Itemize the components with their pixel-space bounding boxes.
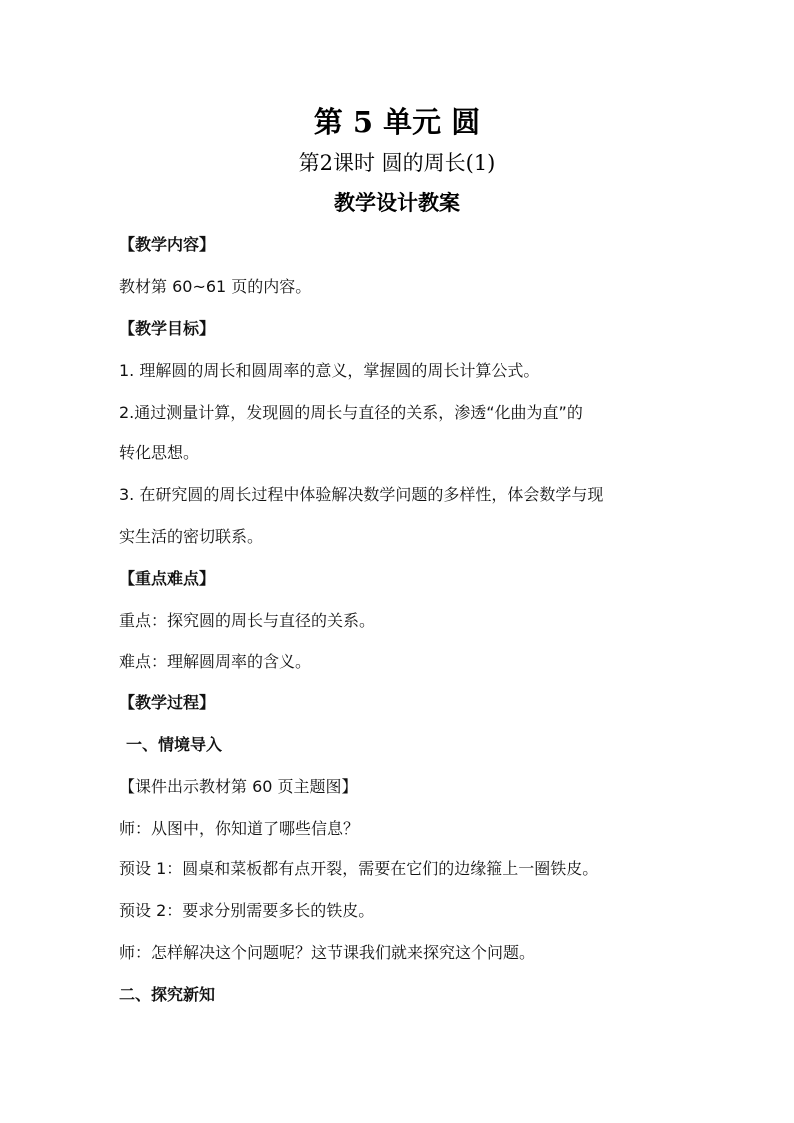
goal-2-line-2: 转化思想。 — [119, 443, 200, 462]
teacher-question-2: 师：怎样解决这个问题呢？这节课我们就来探究这个问题。 — [119, 943, 536, 962]
preset-answer-2: 预设 2：要求分别需要多长的铁皮。 — [119, 901, 375, 920]
section-heading-process: 【教学过程】 — [119, 693, 216, 712]
goal-3-line-1: 3. 在研究圆的周长过程中体验解决数学问题的多样性，体会数学与现 — [119, 485, 604, 504]
document-type-title: 教学设计教案 — [334, 191, 460, 215]
goal-2-line-1: 2.通过测量计算，发现圆的周长与直径的关系，渗透“化曲为直”的 — [119, 403, 583, 422]
key-point: 重点：探究圆的周长与直径的关系。 — [119, 611, 376, 630]
section-heading-key-points: 【重点难点】 — [119, 569, 216, 588]
preset-answer-1: 预设 1：圆桌和菜板都有点开裂，需要在它们的边缘箍上一圈铁皮。 — [119, 859, 599, 878]
difficulty-point: 难点：理解圆周率的含义。 — [119, 652, 312, 671]
content-text: 教材第 60~61 页的内容。 — [119, 277, 312, 296]
section-heading-content: 【教学内容】 — [119, 235, 216, 254]
section-heading-goals: 【教学目标】 — [119, 319, 216, 338]
goal-1: 1. 理解圆的周长和圆周率的意义，掌握圆的周长计算公式。 — [119, 361, 540, 380]
goal-3-line-2: 实生活的密切联系。 — [119, 527, 264, 546]
lesson-title: 第2课时 圆的周长(1) — [298, 151, 496, 175]
step-2-heading: 二、探究新知 — [119, 985, 216, 1004]
unit-title: 第 5 单元 圆 — [313, 105, 481, 139]
teacher-question-1: 师：从图中，你知道了哪些信息？ — [119, 819, 360, 838]
step-1-heading: 一、情境导入 — [126, 735, 223, 754]
courseware-note: 【课件出示教材第 60 页主题图】 — [119, 777, 358, 796]
